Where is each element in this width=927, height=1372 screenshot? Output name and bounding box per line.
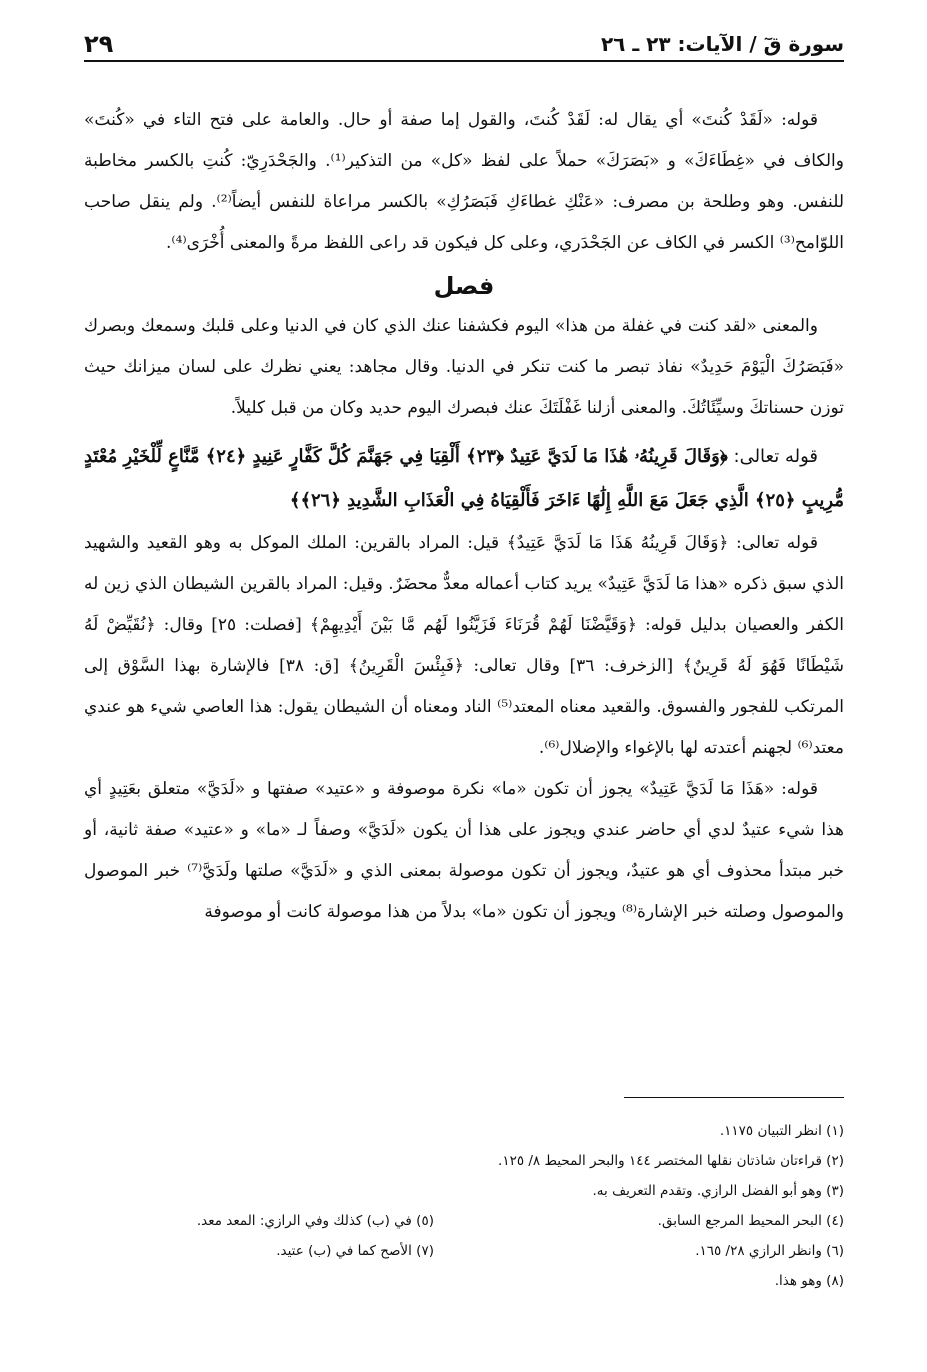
- paragraph-qarin: قوله تعالى: ﴿وَقَالَ قَرِينُهُ هَذَا مَا لَدَيَّ عَتِيدٌ﴾ قيل: المراد بالقرين: الملك الموكل به وهو القعيد والشهيد الذي سبق ذكره «هذا مَا لَدَيَّ عَتِيدٌ» يريد كتاب أعماله معدٌّ محضَرٌ. وقيل: المراد بالقرين الشيطان الذي زين له الكفر والعصيان بدليل قوله: ﴿وَقَيَّضْنَا لَهُمْ قُرَنَاءَ فَزَيَّنُوا لَهُم مَّا بَيْنَ أَيْدِيهِمْ﴾ [فصلت: ٢٥] وقال: ﴿نُقَيِّضْ لَهُ شَيْطَانًا فَهُوَ لَهُ قَرِينٌ﴾ [الزخرف: ٣٦] وقال تعالى: ﴿فَبِئْسَ الْقَرِينُ﴾ [ق: ٣٨] فالإشارة بهذا السَّوْق إلى المرتكب للفجور والفسوق. والقعيد معناه المعتد⁽⁵⁾ الناد ومعناه أن الشيطان يقول: هذا العاصي شيء هو عندي معتد⁽⁶⁾ لجهنم أعتدته لها بالإغواء والإضلال⁽⁶⁾.: [84, 533, 845, 758]
- paragraph-meaning: والمعنى «لقد كنت في غفلة من هذا» اليوم فكشفنا عنك الذي كان في الدنيا وعلى قلبك وسمعك وبصرك «فَبَصَرُكَ الْيَوْمَ حَدِيدٌ» نفاذ تبصر ما كنت تنكر في الدنيا. وقال مجاهد: يعني نظرك على لسان ميزانك حيث توزن حسناتكَ وسيِّئَاتُكَ. والمعنى أزلنا غَفْلَتَكَ عنك فبصرك اليوم حديد وكان من قبل كليلاً.: [84, 316, 844, 418]
- footnote-1: (١) انظر التبيان ١١٧٥.: [719, 1123, 844, 1139]
- footnote-divider: [624, 1097, 844, 1098]
- footnote-2: (٢) قراءتان شاذتان نقلها المختصر ١٤٤ والبحر المحيط ٨/ ١٢٥.: [498, 1153, 844, 1169]
- footnotes: [84, 1116, 844, 1296]
- footnote-7: (٧) الأصح كما في (ب) عتيد.: [276, 1243, 434, 1259]
- paragraph-lafaq-kunta: قوله: «لَقَدْ كُنتَ» أي يقال له: لَقَدْ كُنتَ، والقول إما صفة أو حال. والعامة على فتح التاء في «كُنتَ» والكاف في «غِطَاءَكَ» و «بَصَرَكَ» حملاً على لفظ «كل» من التذكير⁽¹⁾. والجَحْدَرِيّ: كُنتِ بالكسر مخاطبة للنفس. وهو وطلحة بن مصرف: «عَنْكِ غطاءَكِ فَبَصَرُكِ» بالكسر مراعاة للنفس أيضاً⁽²⁾. ولم ينقل صاحب اللوّامح⁽³⁾ الكسر في الكاف عن الجَحْدَري، وعلى كل فيكون قد راعى اللفظ مرةً والمعنى أُخْرَى⁽⁴⁾.: [84, 110, 844, 253]
- main-text: [84, 100, 844, 933]
- footnote-4: (٤) البحر المحيط المرجع السابق.: [657, 1213, 844, 1229]
- section-heading: فصل: [433, 272, 495, 300]
- footnote-row: [84, 1206, 844, 1236]
- book-page: [84, 22, 845, 1289]
- ayah-block: [84, 435, 844, 523]
- footnote-row: [84, 1176, 844, 1206]
- ayah-text: ﴿وَقَالَ قَرِينُهُۥ هَٰذَا مَا لَدَيَّ عَتِيدٌ ﴿٢٣﴾ أَلْقِيَا فِي جَهَنَّمَ كُلَّ كَفَّارٍ عَنِيدٍ ﴿٢٤﴾ مَّنَّاعٍ لِّلْخَيْرِ مُعْتَدٍ مُّرِيبٍ ﴿٢٥﴾ الَّذِي جَعَلَ مَعَ اللَّهِ إِلَٰهًا ءَاخَرَ فَأَلْقِيَاهُ فِي الْعَذَابِ الشَّدِيدِ ﴿٢٦﴾﴾: [84, 446, 844, 511]
- footnote-row: [84, 1266, 844, 1296]
- paragraph-grammar: قوله: «هَذَا مَا لَدَيَّ عَتِيدٌ» يجوز أن تكون «ما» نكرة موصوفة و «عتيد» صفتها و «لَدَيَّ» متعلق بعَتِيدٍ أي هذا شيء عتيدٌ لدي أي حاضر عندي ويجوز على هذا أن يكون «لَدَيَّ» وصفاً لـ «ما» و «عتيد» صفة ثانية، أو خبر مبتدأ محذوف أي هو عتيدٌ، ويجوز أن تكون موصولة بمعنى الذي و «لَدَيَّ» صلتها ولَدَيَّ⁽⁷⁾ خبر الموصول والموصول وصلته خبر الإشارة⁽⁸⁾ ويجوز أن تكون «ما» بدلاً من هذا موصولة كانت أو موصوفة: [84, 779, 844, 922]
- header-title: سورة قٓ / الآيات: ٢٣ ـ ٢٦: [593, 30, 844, 58]
- footnote-row: [84, 1116, 844, 1146]
- running-header: [84, 22, 844, 62]
- ayah-label: قوله تعالى:: [733, 446, 818, 467]
- footnote-3: (٣) وهو أبو الفضل الرازي. وتقدم التعريف به.: [592, 1183, 844, 1199]
- footnote-6: (٦) وانظر الرازي ٢٨/ ١٦٥.: [695, 1243, 844, 1259]
- footnote-5: (٥) في (ب) كذلك وفي الرازي: المعد معد.: [196, 1213, 434, 1229]
- footnote-8: (٨) وهو هذا.: [774, 1273, 844, 1289]
- page-number: ٢٩: [84, 30, 121, 58]
- footnote-row: [84, 1146, 844, 1176]
- footnote-row: [84, 1236, 844, 1266]
